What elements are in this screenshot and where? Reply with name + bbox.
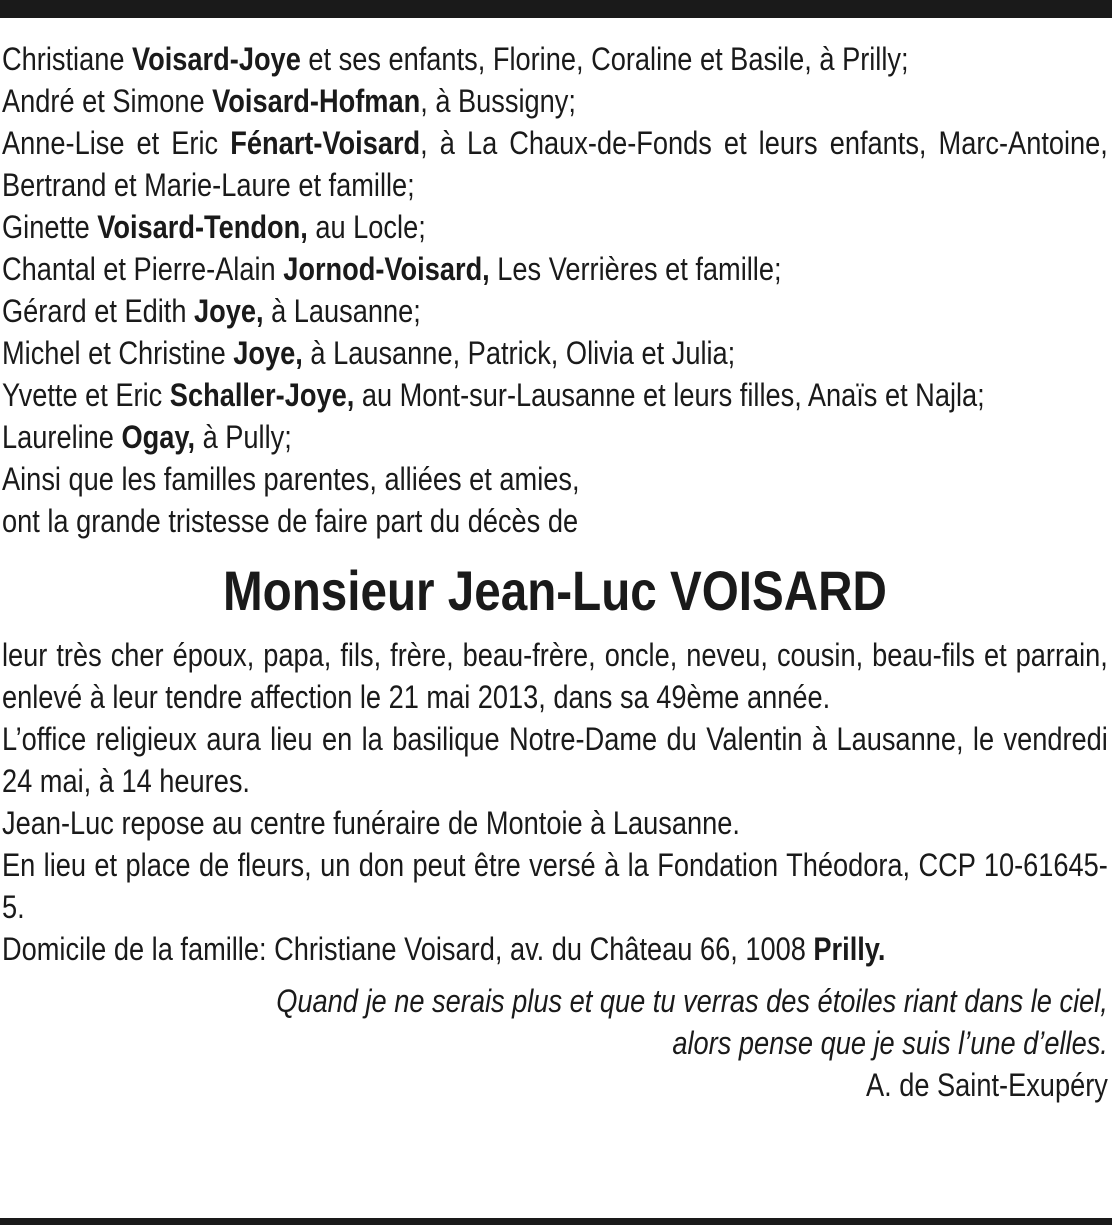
family-entry — [2, 374, 1108, 416]
entry-surname: Jornod-Voisard, — [283, 251, 490, 287]
family-entry — [2, 38, 1108, 80]
quote-line: Quand je ne serais plus et que tu verras des étoiles riant dans le ciel, — [276, 983, 1108, 1019]
entry-text: Chantal et Pierre-Alain — [2, 251, 284, 287]
obituary-text — [2, 38, 1108, 1106]
entry-text: , à La Chaux-de-Fonds et leurs enfants, Marc-Antoine, Bertrand et Marie-Laure et famille; — [2, 125, 1108, 203]
family-list — [2, 38, 1108, 458]
entry-surname: Voisard-Hofman — [212, 83, 421, 119]
entry-text: à Lausanne, Patrick, Olivia et Julia; — [302, 335, 736, 371]
entry-text: au Mont-sur-Lausanne et leurs filles, Anaïs et Najla; — [354, 377, 985, 413]
entry-text: Ginette — [2, 209, 98, 245]
family-entry — [2, 206, 1108, 248]
entry-text: et ses enfants, Florine, Coraline et Basile, à Prilly; — [300, 41, 909, 77]
entry-text: à Pully; — [195, 419, 292, 455]
entry-text: Laureline — [2, 419, 122, 455]
intro-line: Ainsi que les familles parentes, alliées et amies, — [2, 461, 580, 497]
entry-surname: Ogay, — [121, 419, 196, 455]
entry-text: Christiane — [2, 41, 133, 77]
entry-text: Anne-Lise et Eric — [2, 125, 231, 161]
quote-author: A. de Saint-Exupéry — [865, 1067, 1108, 1103]
service-paragraph: L’office religieux aura lieu en la basilique Notre-Dame du Valentin à Lausanne, le vendredi 24 mai, à 14 heures. — [2, 721, 1108, 799]
top-rule — [0, 0, 1112, 18]
deceased-name: Monsieur Jean-Luc VOISARD — [222, 559, 887, 622]
entry-text: André et Simone — [2, 83, 213, 119]
entry-surname: Schaller-Joye, — [169, 377, 355, 413]
entry-text: au Locle; — [307, 209, 426, 245]
repose-paragraph: Jean-Luc repose au centre funéraire de Montoie à Lausanne. — [2, 805, 740, 841]
entry-text: à Lausanne; — [263, 293, 421, 329]
intro-line: ont la grande tristesse de faire part du décès de — [2, 503, 579, 539]
entry-text: Yvette et Eric — [2, 377, 170, 413]
quote-line: alors pense que je suis l’une d’elles. — [672, 1025, 1108, 1061]
domicile-town: Prilly. — [813, 931, 886, 967]
entry-surname: Voisard-Tendon, — [97, 209, 308, 245]
tribute-paragraph: leur très cher époux, papa, fils, frère, beau-frère, oncle, neveu, cousin, beau-fils et parrain, enlevé à leur tendre affection le 21 mai 2013, dans sa 49ème année. — [2, 637, 1108, 715]
entry-text: , à Bussigny; — [420, 83, 576, 119]
entry-text: Gérard et Edith — [2, 293, 195, 329]
family-entry — [2, 332, 1108, 374]
quote — [2, 980, 1108, 1064]
entry-surname: Voisard-Joye — [132, 41, 301, 77]
entry-text: Michel et Christine — [2, 335, 234, 371]
entry-surname: Joye, — [233, 335, 303, 371]
domicile-line — [2, 928, 1108, 970]
entry-surname: Fénart-Voisard — [230, 125, 421, 161]
family-entry — [2, 290, 1108, 332]
family-entry — [2, 122, 1108, 206]
entry-text: Les Verrières et famille; — [489, 251, 782, 287]
family-entry — [2, 80, 1108, 122]
family-entry — [2, 248, 1108, 290]
family-entry — [2, 416, 1108, 458]
donation-paragraph: En lieu et place de fleurs, un don peut être versé à la Fondation Théodora, CCP 10-61645-5. — [2, 847, 1108, 925]
bottom-rule — [0, 1218, 1112, 1225]
domicile-text: Domicile de la famille: Christiane Voisard, av. du Château 66, 1008 — [2, 931, 814, 967]
entry-surname: Joye, — [194, 293, 264, 329]
